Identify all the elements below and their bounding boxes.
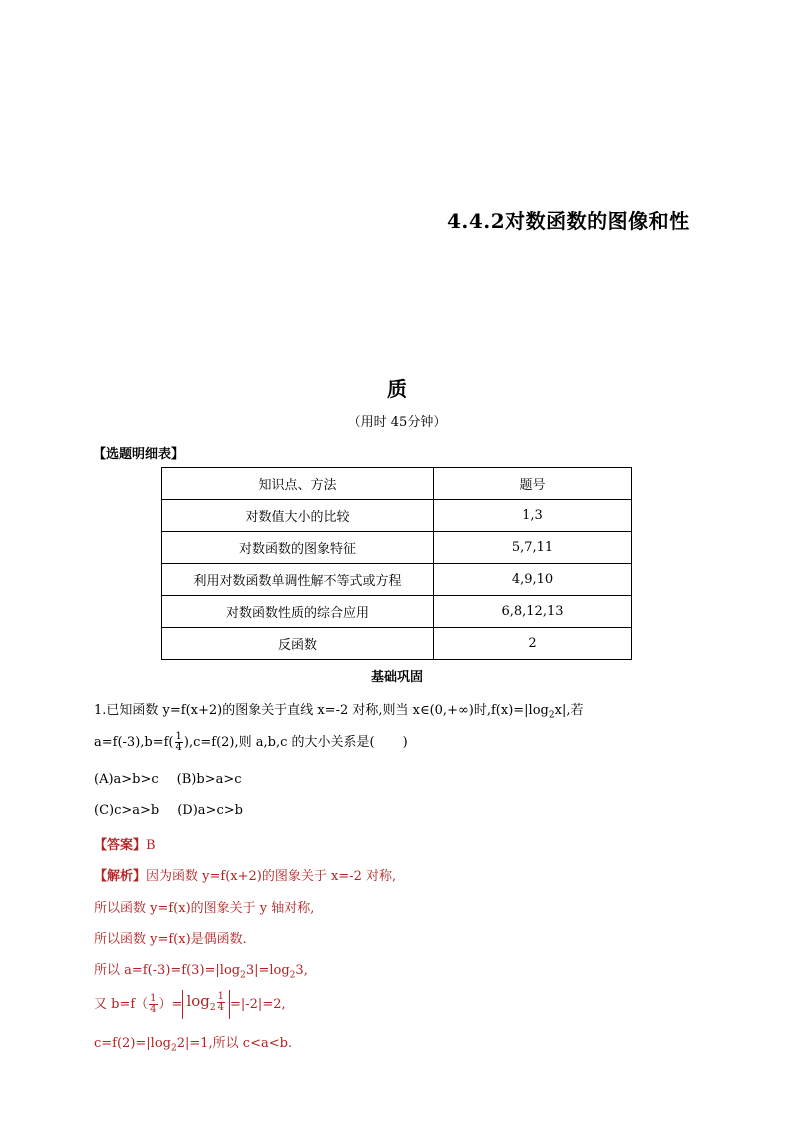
document-title-continued: 质 (387, 377, 407, 401)
question-line-2: a=f(-3),b=f( $\frac{1}{4}$ ),c=f(2),则 a,b,c 的大小关系是( ) (94, 731, 408, 753)
table-row (162, 532, 632, 564)
document-title: 4.4.2对数函数的图像和性 (447, 209, 690, 233)
table-header: 题号 (434, 468, 632, 500)
subheading: 基础巩固 (370, 670, 423, 685)
time-note: （用时 45分钟） (347, 415, 447, 430)
fraction: $\frac{1}{4}$ (217, 990, 224, 1013)
table-row (162, 500, 632, 532)
section-label: 【选题明细表】 (93, 447, 185, 462)
analysis-label: 【解析】 (94, 869, 147, 884)
analysis-line-5: 又 b=f（ $\frac{1}{4}$ ）= $\log_2$ $\frac{1}{4}$ =|-2|=2, (94, 990, 286, 1019)
table-cell: 利用对数函数单调性解不等式或方程 (162, 564, 434, 596)
analysis-line-6: $c=f(2)=|\log_22|=1$,所以 c<a<b. (94, 1036, 293, 1054)
analysis-line-1: 【解析】因为函数 y=f(x+2)的图象关于 x=-2 对称, (94, 869, 397, 884)
options-row-2 (94, 803, 243, 818)
table-header-row (162, 468, 632, 500)
question-line-1: 1.已知函数 y=f(x+2)的图象关于直线 x=-2 对称,则当 x∈(0,+∞)时$,f(x)=|\log_2x|$,若 (94, 703, 584, 721)
answer-value: B (146, 838, 156, 853)
table-row (162, 628, 632, 660)
option-d: (D)a>c>b (177, 803, 243, 818)
answer-label: 【答案】 (94, 838, 147, 853)
option-a: (A)a>b>c (94, 772, 159, 787)
table-cell: 4,9,10 (434, 564, 632, 596)
table-cell: 对数函数的图象特征 (162, 532, 434, 564)
analysis-line-3: 所以函数 y=f(x)是偶函数. (94, 932, 247, 947)
table-cell: 5,7,11 (434, 532, 632, 564)
table-cell: 1,3 (434, 500, 632, 532)
option-b: (B)b>a>c (176, 772, 242, 787)
table-cell: 对数函数性质的综合应用 (162, 596, 434, 628)
options-row-1 (94, 772, 242, 787)
topic-table (161, 467, 632, 660)
table-cell: 2 (434, 628, 632, 660)
analysis-line-2: 所以函数 y=f(x)的图象关于 y 轴对称, (94, 901, 315, 916)
table-row (162, 564, 632, 596)
fraction: $\frac{1}{4}$ (150, 993, 157, 1015)
answer-line (94, 834, 156, 853)
option-c: (C)c>a>b (94, 803, 160, 818)
table-cell: 反函数 (162, 628, 434, 660)
table-row (162, 596, 632, 628)
absolute-value-expression: $\log_2$ $\frac{1}{4}$ (182, 990, 230, 1019)
table-cell: 对数值大小的比较 (162, 500, 434, 532)
table-header: 知识点、方法 (162, 468, 434, 500)
fraction: $\frac{1}{4}$ (175, 731, 182, 753)
analysis-line-4: 所以 $a=f(-3)=f(3)=|\log_23|=\log_23$, (94, 963, 308, 981)
table-cell: 6,8,12,13 (434, 596, 632, 628)
